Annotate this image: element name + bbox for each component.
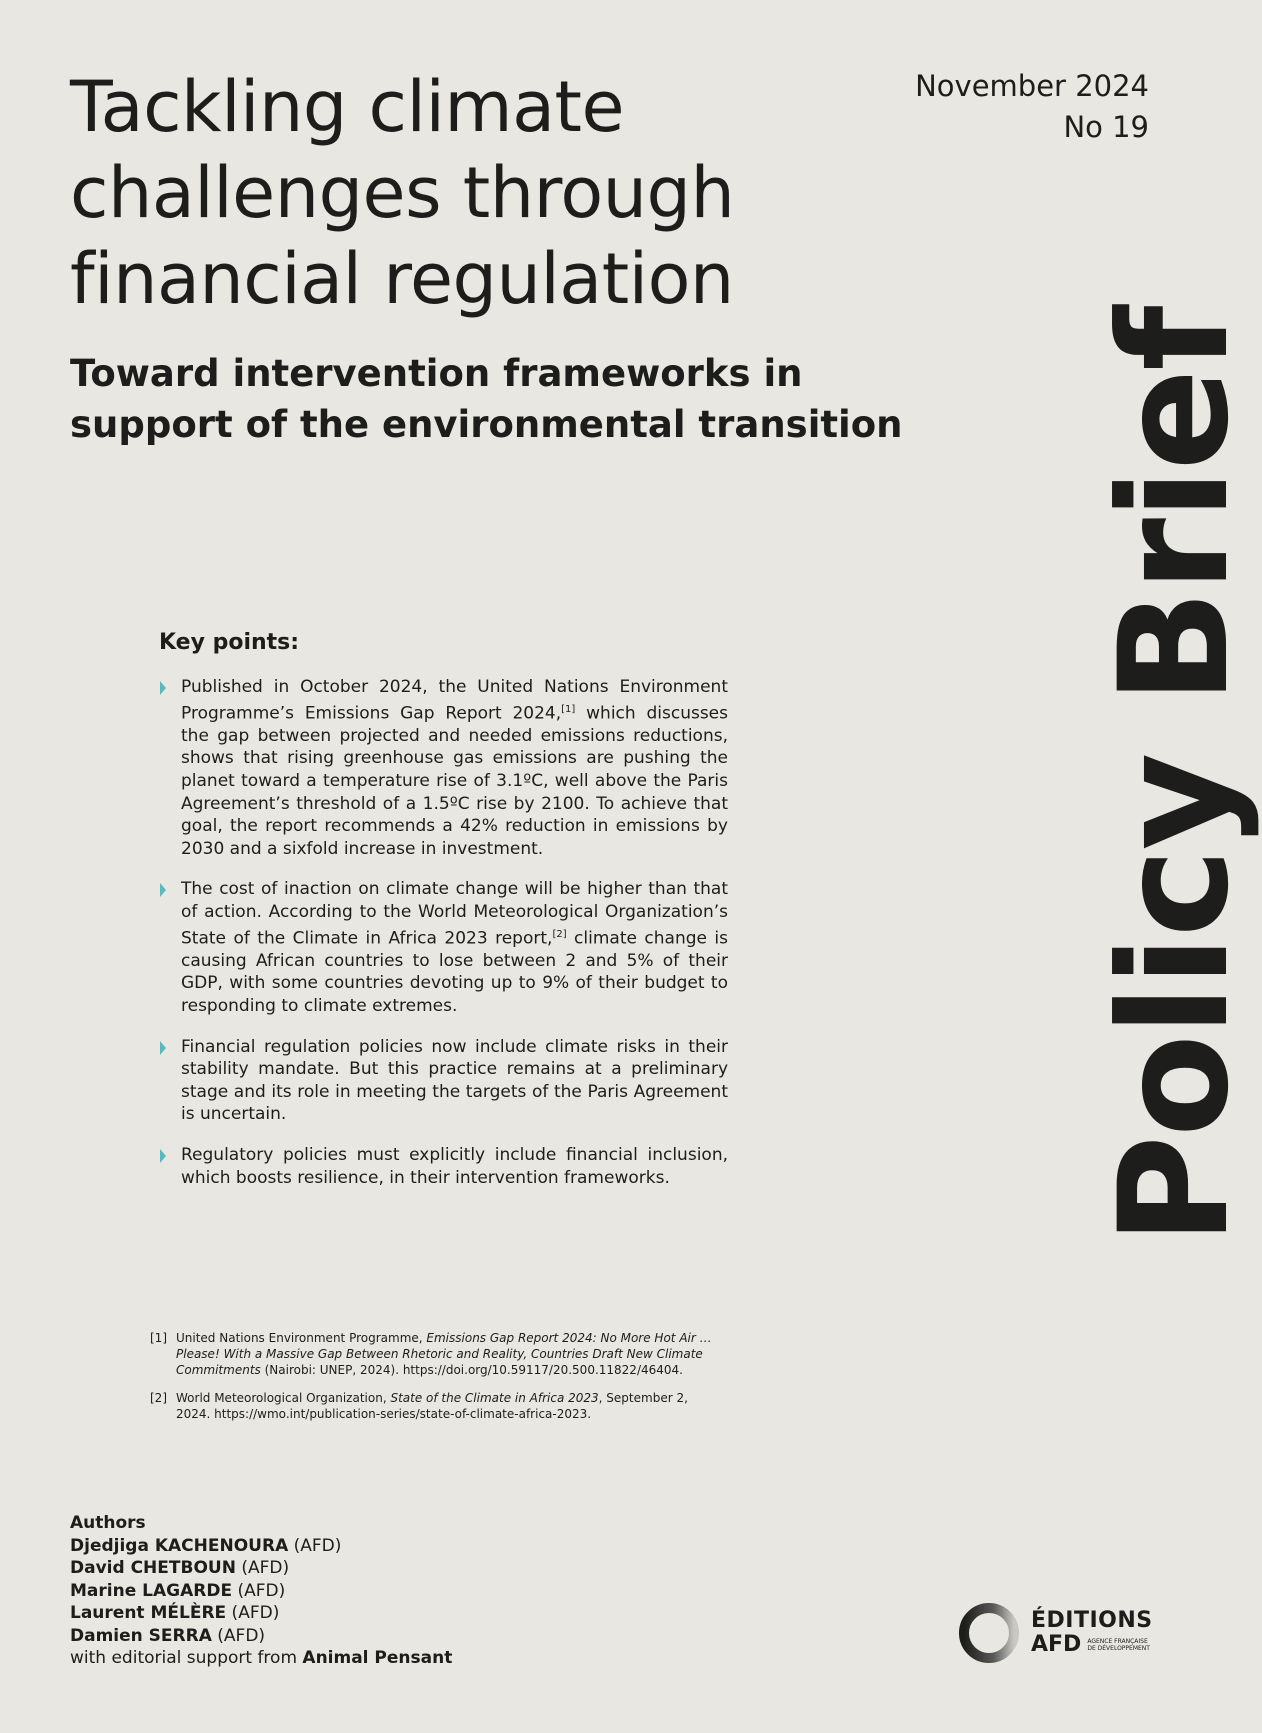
publication-info bbox=[915, 66, 1149, 148]
author: Damien SERRA (AFD) bbox=[70, 1625, 266, 1646]
issue-number: No 19 bbox=[1063, 110, 1149, 144]
footnotes bbox=[150, 1330, 720, 1434]
bullet-icon bbox=[160, 883, 166, 897]
key-point: Published in October 2024, the United Nations Environment Programme’s Emissions Gap Report 2024,[1] which discusses the gap between projected and needed emissions reductions, shows that rising greenhouse gas emissions are pushing the planet toward a temperature rise of 3.1ºC, well above the Paris Agreement’s threshold of a 1.5ºC rise by 2100. To achieve that goal, the report recommends a 42% reduction in emissions by 2030 and a sixfold increase in investment. bbox=[160, 676, 728, 860]
author: Djedjiga KACHENOURA (AFD) bbox=[70, 1535, 342, 1556]
title-line: Tackling climate bbox=[70, 66, 625, 148]
editorial-support: with editorial support from Animal Pensant bbox=[70, 1648, 453, 1668]
author: David CHETBOUN (AFD) bbox=[70, 1558, 290, 1578]
subtitle-line: Toward intervention frameworks in bbox=[70, 352, 803, 395]
key-point: Regulatory policies must explicitly include financial inclusion, which boosts resilience, in their intervention frameworks. bbox=[160, 1144, 728, 1189]
author: Laurent MÉLÈRE (AFD) bbox=[70, 1603, 280, 1623]
bullet-icon bbox=[160, 1041, 166, 1055]
title-line: challenges through bbox=[70, 152, 735, 234]
key-points-list bbox=[160, 676, 728, 1207]
page-subtitle bbox=[70, 348, 930, 450]
authors-block bbox=[70, 1512, 452, 1670]
logo-afd: AFD bbox=[1031, 1632, 1082, 1657]
page-title bbox=[70, 64, 870, 322]
logo-agency-line: AGENCE FRANÇAISE bbox=[1087, 1638, 1148, 1645]
footnote-ref[interactable]: [2] bbox=[552, 928, 567, 940]
bullet-icon bbox=[160, 1149, 166, 1163]
author: Marine LAGARDE (AFD) bbox=[70, 1580, 286, 1601]
key-point: The cost of inaction on climate change will be higher than that of action. According to the World Meteorological Organization’s State of the Climate in Africa 2023 report,[2] climate change is causing African countries to lose between 2 and 5% of their GDP, with some countries devoting up to 9% of their budget to responding to climate extremes. bbox=[160, 878, 728, 1017]
logo-editions: ÉDITIONS bbox=[1031, 1608, 1153, 1633]
key-points-heading: Key points: bbox=[159, 630, 300, 655]
logo-agency-line: DE DÉVELOPPEMENT bbox=[1087, 1645, 1150, 1652]
editions-afd-logo bbox=[957, 1601, 1157, 1665]
footnote-number: [1] bbox=[150, 1331, 167, 1345]
footnote: [1] United Nations Environment Programme, Emissions Gap Report 2024: No More Hot Air … Please! With a Massive Gap Between Rhetoric and Reality, Countries Draft New Climate Commitments (Nairobi: UNEP, 2024). https://doi.org/10.59117/20.500.11822/46404. bbox=[150, 1331, 712, 1377]
ring-icon bbox=[957, 1601, 1021, 1665]
footnote-number: [2] bbox=[150, 1391, 167, 1405]
subtitle-line: support of the environmental transition bbox=[70, 403, 903, 446]
footnote: [2] World Meteorological Organization, State of the Climate in Africa 2023, September 2, 2024. https://wmo.int/publication-series/state-of-climate-africa-2023. bbox=[150, 1391, 688, 1421]
publication-date: November 2024 bbox=[915, 69, 1149, 103]
footnote-ref[interactable]: [1] bbox=[561, 703, 576, 715]
policy-brief-label: Policy Brief bbox=[1088, 307, 1262, 1245]
authors-heading: Authors bbox=[70, 1513, 146, 1533]
title-line: financial regulation bbox=[70, 238, 734, 320]
bullet-icon bbox=[160, 681, 166, 695]
key-point: Financial regulation policies now include climate risks in their stability mandate. But this practice remains at a preliminary stage and its role in meeting the targets of the Paris Agreement is uncertain. bbox=[160, 1036, 728, 1126]
